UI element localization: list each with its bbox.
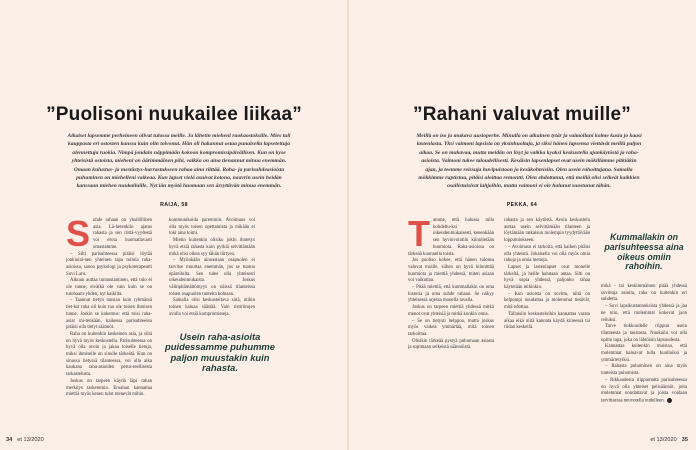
right-col3-para: mikä - tai keskimmäinen pitää yhdessä sovittuja asioita, raha on kuitenkin eri suhdetta. (601, 284, 687, 303)
left-col2-para: Samalla olisi keskusteltava siitä, mihin toinen haluaa säästää. Vain ristiriitojen avulla voi etsiä kompromisseja. (169, 298, 255, 317)
left-article-column-2 (169, 218, 255, 319)
right-col2-para: – Avoimuus ei tarkoita, että kaiken pitäisi olla yhteistä. Jokaisella voi olla myös omia rahoja ja omia menoja. (504, 244, 590, 264)
page-number: 35 (681, 437, 688, 443)
right-folio (650, 437, 688, 443)
right-col2-para: Lapset ja lastenlapset ovat monelle tärkeitä, ja heille halutaan antaa. Silti on hyvä sopia yhdessä, paljonko rahaa käytetään mihinkin. (504, 264, 590, 291)
right-col1-para: Tamme, että halussa tulla kohdeltu-ksi oikeudenmukaisesti, kenenkään sen hyvinvointiin kiinnitetään huomiota. Raha-asioissa on tärkeää kuunnella toista. (408, 213, 495, 257)
left-col1-para: Alkuun auttaa tunnustaminen, että tulo ei ole tunne, eivätkä ole vain kuin se on tulohaam-yhden, nyt kaikilta. (66, 278, 152, 297)
left-folio (6, 437, 44, 443)
right-col2-para: Tällaisiin keskusteluihin kannattaa varata aikaa eikä niitä kannata käydä kiireessä tai riidan keskellä. (504, 311, 590, 331)
right-article-column-1 (408, 213, 495, 352)
right-byline: PEKKA, 64 (506, 202, 538, 208)
left-col1-para: Suhde rahaan on yksilöllinen asia. Lä-hetenkiin ajatus rahasta ja sen riittä-vyydestä voi erota huomattavasti omastamme. (66, 213, 152, 254)
left-page-title: ”Puolisoni nuukailee liikaa” (46, 104, 302, 125)
left-col2-para: – Myönkään ainoastaan osapuolen ei tarvitse muuttaa enemmän, jos se tuntuu epäreilulta. Sen tulee olla yhteisesti oikeudenmukaista. Joskus välinpitämättömyys on näissä tilanteissa toisen osapuolen tunteita kohtaan. (169, 258, 255, 297)
right-col2-para: – Kun asioista on sovittu, niitä on helpompi noudattaa ja molemmat tietävät, mitä odottaa. (504, 291, 590, 311)
left-col1-para: Joskus on tarpeen käydä läpi rahan merkitys tarkemmin. Eroahan kannattaa miettiä myös kenen tulot menevät mihin. (66, 378, 152, 398)
left-col2-para: Mietin kuitenkin olisiko jokin ihmetys hyvä etsiä rahasta kuin pyrkiä selvittämään mikä olisi oikea syy tähän liittyen. (169, 238, 255, 257)
right-col3-para: Tarve tiukkuudelle riippuu usein tilanteesta ja taustasta. Nuukailu voi olla opittu tapa, joka on lähtöisin lapsuudesta. (601, 324, 687, 343)
drop-cap-s: S (66, 213, 91, 254)
right-intro-text: Meillä on iso ja mukava uusioperhe. Minulla on aikuinen tytär ja vaimollani kolme kasia jo kaasi lastenlasta. Yksi vaimoni lapsista on yksinhuoltaja, ja siksi hänen lapsensa viettävät meillä paljon aikaa. Se on mukavaa, mutta meidän on lisyt ja vaikka kyaksi keskustella ajankäytöstä ja raha-asioista. Vaimoni tukee taloudellisesti. Kesäisin lapsenlapset ovat usein mökillämme pitkiäkin ajan, ja teemme reissuja huvipuistoon ja kesäkohteisiin. Olen usein rahoittajana. Samalla mökkimme ruptistuu, pitäisi aloittaa remontti. Olen ehdottanut, että meillä olisi selkeät kaikkien osallistuisivat lahjoihin, mutta vaimoni ei ole halunut suostunut tähän. (416, 133, 642, 190)
right-article-column-3 (601, 284, 687, 405)
left-col2-para: kommunikoida paremmin. Avoimuus voi olla myös toisen opettamista ja mikään ei toki aina toimi. (169, 218, 255, 237)
article-end-mark-icon (667, 398, 672, 403)
right-col1-para: Joskus on tarpeen miettiä yhdessä mitkä menot ovat yhteisiä ja mitkä kunkin omia. (408, 305, 494, 317)
left-byline: RAIJA, 58 (160, 202, 188, 208)
magazine-issue: et 13/2020 (17, 437, 44, 443)
right-page (348, 0, 696, 450)
right-article-column-2 (504, 218, 590, 332)
right-pull-quote: Kummallakin on parisuhteessa aina oikeus omiin rahoihin. (604, 232, 684, 272)
magazine-issue: et 13/2020 (650, 437, 677, 443)
left-pull-quote: Usein raha-asioita puidessamme puhumme paljon muustakin kuin rahasta. (165, 331, 275, 374)
page-number: 34 (6, 437, 13, 443)
right-col1-para: Jos puoliso kokee, että hänen tulonsa valuvat muille, siihen on hyvä kiinnittää huomiota ja miettiä yhdessä, miten asiaan voi vaikuttaa. (408, 258, 494, 284)
right-col1-para: – Se on tietysti helppoa, mutta joskus myös vaikea ymmärtää, mitä toinen tarkoittaa. (408, 318, 494, 337)
right-col3-para: Kannattaa kuitenkin muistaa, että molemmat haluavat tulla kuulluiksi ja ymmärretyiksi. (601, 344, 687, 363)
left-intro-text: Aikaiset lapsemme perheineen olivat tulossa meille. Ja lähetin miehenl ruokaostoksille. Mies tuli kauppasta eri ostosten kanssa kuin olin toivonut. Hän oli hakannut ostaa punaisella lapsetettuja alennettuja ruokia. Nimpä joudain näppimään kokoon kompromissipäivällisen. Kun on kyse yhteisistä ostoista, miehenl on äärimmäinen pihi, vaikka on aina tienannut minua enemmän. Omaan kulustus- ja mestästys-harrastukseen rahaa aina riittää. Raha- ja parisuhdeasioista puhuminen on miehelleni vaikeaa. Kun lapset vielä asuivat kotona, naavrin usein heidän kanssaan miehen nuukailuille. Nyt iän myötä huomaan sen ärsyttävän minua enemmän. (67, 133, 291, 190)
right-page-title: ”Rahani valuvat muille” (413, 104, 631, 125)
right-col2-para: rahasta ja sen käytöstä. Avoin keskustelu auttaa usein selvittämään tilanteen ja löytämään ratkaisun molempia tyydyttävään lopputulokseen. (504, 218, 590, 244)
right-col3-para: – Rikkaudesta riippumatta parisuhteessa on hyvä olla yhteiset pelisäännöt, joita molemmat noudattavat ja joista voidaan tarvittaessa neuvotella uudelleen. (601, 377, 687, 404)
left-col1-para: Raha on kuitenkin keskeinen asia, ja siitä on hyvä myös keskustella. Parisuhteessa on hyvä olla avoin ja jakaa toiselle tietoja, miksi ihmiselle on sinulle tärkeätä. Kun on sinussa tietyssä tilanteessa, voi olla aika kaukana raha-asioiden perus-teellisesta tarkastelusta. (66, 331, 152, 378)
right-col3-para: – Rahasta puhuminen on aina myös tunteista puhumista. (601, 364, 687, 377)
right-col1-para: Olisikin tärkeää pystyä puhumaan asiasta ja sopimaan selkeistä säännöistä. (408, 338, 494, 351)
drop-cap-t: T (408, 213, 430, 254)
left-article-column-1 (66, 213, 152, 399)
right-col1-para: – Pitää miettiä, että kummallakin on oma historia ja oma suhde rahaan. Se näkyy yhteisessä arjessa monella tavalla. (408, 285, 494, 304)
right-col3-para: – Sovi lapsikustannuksista yhdessä ja jaa ne niin, että molemmat kokevat jaon reiluksi. (601, 304, 687, 323)
left-col1-para: – Silti parisuhteessa pitäisi löytää jonkinlai-nen yhteinen tapa toimia raha-asioissa, sanoo psykologi ja psykoterapeutti Suvi Laru. (66, 251, 152, 277)
left-col1-para: – Taannut tietyn taustan kuin ryhmässä tiet-ksi raha oli kuin tuo ole toisen ihmisen tunne. Joskin se kokemus: että toisi raha-asiat mi-tenkään, kaikessa parisuhteessa pitäisi olla tietyt säännöt. (66, 298, 152, 331)
